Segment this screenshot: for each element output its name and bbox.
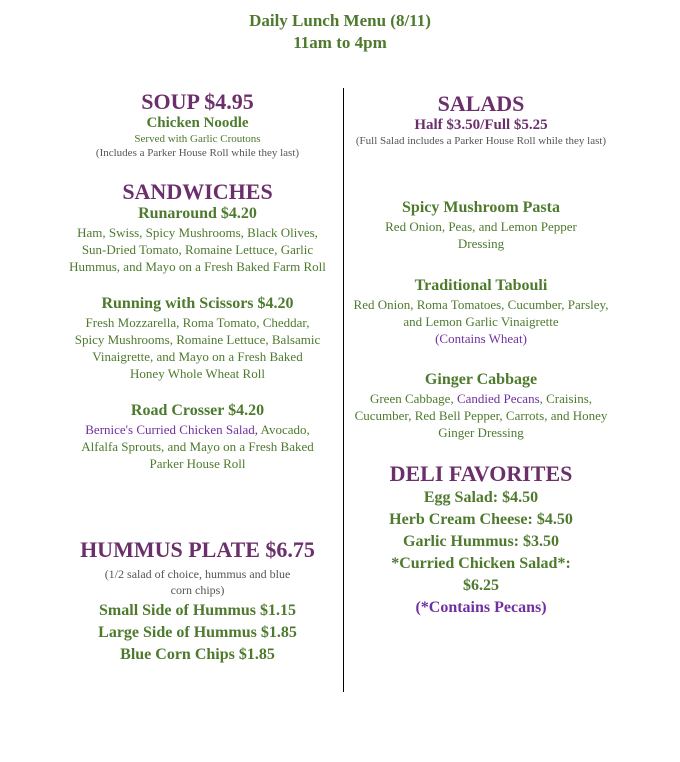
sandwiches-heading: SANDWICHES	[122, 179, 273, 204]
contains-wheat-note: (Contains Wheat)	[435, 331, 527, 346]
deli-heading: DELI FAVORITES	[389, 461, 573, 486]
hummus-extra: Blue Corn Chips $1.85	[120, 646, 275, 663]
menu-hours: 11am to 4pm	[293, 33, 387, 52]
menu-header	[0, 10, 680, 54]
curried-chicken-highlight: Bernice's Curried Chicken Salad,	[85, 422, 258, 437]
candied-pecans-highlight: Candied Pecans	[456, 391, 540, 406]
salads-section	[352, 92, 610, 148]
soup-desc: Served with Garlic Croutons	[134, 133, 261, 145]
deli-item: Garlic Hummus: $3.50	[403, 533, 559, 550]
salads-price: Half $3.50/Full $5.25	[414, 117, 548, 133]
salad-desc-rest: , Craisins, Cucumber, Red Bell Pepper, Carrots, and Honey Ginger Dressing	[354, 391, 608, 440]
hummus-section	[60, 538, 335, 666]
column-divider	[343, 88, 344, 692]
sandwich-item	[60, 294, 335, 382]
deli-special: *Curried Chicken Salad*:	[391, 555, 571, 572]
sandwich-desc: Fresh Mozzarella, Roma Tomato, Cheddar, Spicy Mushrooms, Romaine Lettuce, Balsamic Vinaigrette, and Mayo on a Fresh Baked Honey Whole Wheat Roll	[74, 315, 321, 381]
deli-item: Herb Cream Cheese: $4.50	[389, 511, 573, 528]
contains-pecans-note: (*Contains Pecans)	[415, 599, 547, 616]
hummus-extra: Large Side of Hummus $1.85	[98, 624, 297, 641]
soup-section	[60, 90, 335, 160]
salads-note: (Full Salad includes a Parker House Roll while they last)	[355, 135, 607, 147]
hummus-heading: HUMMUS PLATE $6.75	[80, 537, 315, 562]
salad-name: Traditional Tabouli	[414, 277, 548, 294]
hummus-extra: Small Side of Hummus $1.15	[99, 602, 296, 619]
soup-name: Chicken Noodle	[146, 115, 249, 131]
sandwich-item	[60, 401, 335, 472]
deli-item: Egg Salad: $4.50	[423, 489, 539, 506]
salad-desc: Red Onion, Roma Tomatoes, Cucumber, Parsley, and Lemon Garlic Vinaigrette	[353, 297, 609, 329]
sandwich-desc: Ham, Swiss, Spicy Mushrooms, Black Olives, Sun-Dried Tomato, Romaine Lettuce, Garlic Hummus, and Mayo on a Fresh Baked Farm Roll	[69, 225, 326, 274]
soup-heading: SOUP $4.95	[141, 89, 254, 114]
sandwiches-section	[60, 180, 335, 472]
deli-section	[352, 462, 610, 619]
deli-special-price: $6.25	[463, 577, 499, 594]
salad-item	[352, 370, 610, 441]
sandwich-name: Road Crosser $4.20	[130, 402, 265, 419]
sandwich-name: Runaround $4.20	[138, 205, 257, 222]
salad-desc: Red Onion, Peas, and Lemon Pepper Dressing	[385, 219, 577, 251]
salad-item	[352, 276, 610, 347]
soup-note: (Includes a Parker House Roll while they last)	[95, 147, 300, 159]
salad-desc-pre: Green Cabbage,	[369, 391, 457, 406]
sandwich-item	[60, 204, 335, 275]
sandwich-desc-rest: Avocado, Alfalfa Sprouts, and Mayo on a Fresh Baked Parker House Roll	[81, 422, 314, 471]
hummus-note: (1/2 salad of choice, hummus and blue corn chips)	[104, 567, 291, 597]
salad-name: Ginger Cabbage	[424, 371, 538, 388]
sandwich-name: Running with Scissors $4.20	[101, 295, 294, 312]
sandwich-desc	[60, 421, 335, 472]
salad-desc	[352, 390, 610, 441]
salads-heading: SALADS	[437, 91, 525, 116]
salad-item	[352, 198, 610, 252]
menu-title: Daily Lunch Menu (8/11)	[249, 11, 431, 30]
salad-name: Spicy Mushroom Pasta	[402, 199, 560, 216]
